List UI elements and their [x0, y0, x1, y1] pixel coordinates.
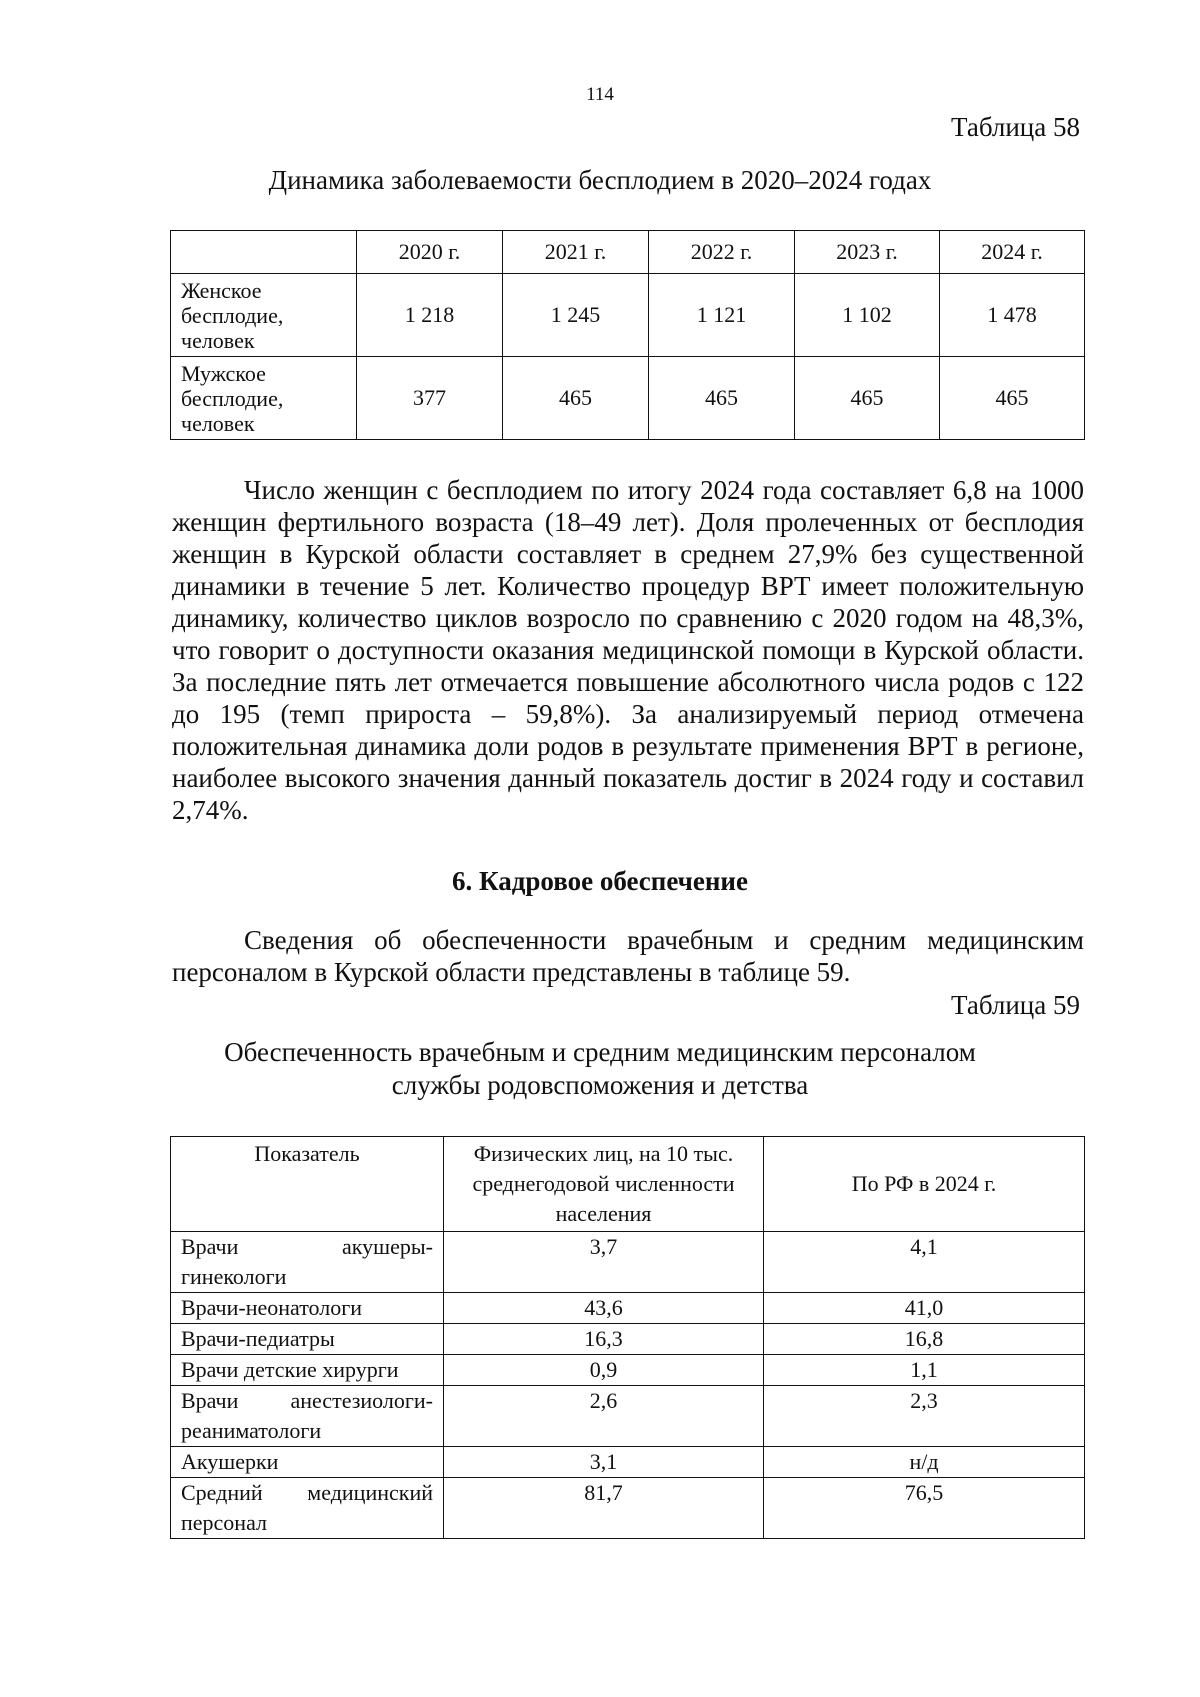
table-58-cell: 1 121 [649, 274, 795, 357]
row-rf-value: н/д [764, 1447, 1085, 1478]
row-label-line: Мужское [181, 360, 266, 386]
row-label-line: бесплодие, [181, 385, 284, 411]
row-label-line: бесплодие, [181, 302, 284, 328]
row-value: 2,6 [444, 1386, 764, 1447]
table-58-corner-cell [171, 231, 357, 274]
page-number: 114 [586, 84, 614, 105]
row-value: 0,9 [444, 1355, 764, 1386]
row-name: Врачи анестезиологи-реаниматологи [171, 1386, 444, 1447]
row-rf-value: 41,0 [764, 1293, 1085, 1324]
caption-line: Обеспеченность врачебным и средним медицинским персоналом [224, 1037, 976, 1067]
row-value: 43,6 [444, 1293, 764, 1324]
row-name: Врачи-неонатологи [171, 1293, 444, 1324]
row-name: Врачи акушеры-гинекологи [171, 1232, 444, 1293]
table-58-column-header: 2023 г. [795, 231, 940, 274]
table-row [171, 1355, 1085, 1386]
table-59-label: Таблица 59 [951, 990, 1080, 1020]
table-58-caption: Динамика заболеваемости бесплодием в 2020–2024 годах [268, 165, 932, 195]
row-label-line: человек [181, 327, 255, 353]
table-58-row-female [171, 274, 1085, 357]
row-name: Акушерки [171, 1447, 444, 1478]
row-value: 81,7 [444, 1478, 764, 1539]
row-rf-value: 76,5 [764, 1478, 1085, 1539]
table-58-cell: 1 245 [503, 274, 649, 357]
row-name: Врачи-педиатры [171, 1324, 444, 1355]
table-58 [170, 230, 1085, 440]
row-label-line: человек [181, 410, 255, 436]
row-rf-value: 2,3 [764, 1386, 1085, 1447]
table-row [171, 1386, 1085, 1447]
table-59-caption [120, 1036, 1080, 1102]
column-header-per-10k [444, 1137, 764, 1232]
table-58-row-label [171, 357, 357, 440]
body-paragraph: Число женщин с бесплодием по итогу 2024 года составляет 6,8 на 1000 женщин фертильного возраста (18–49 лет). Доля пролеченных от бесплодия женщин в Курской области составляет в среднем 27,9% без существенной динамики в течение 5 лет. Количество процедур ВРТ имеет положительную динамику, количество циклов возросло по сравнению с 2020 годом на 48,3%, что говорит о доступности оказания медицинской помощи в Курской области. За последние пять лет отмечается повышение абсолютного числа родов с 122 до 195 (темп прироста – 59,8%). За анализируемый период отмечена положительная динамика доли родов в результате применения ВРТ в регионе, наиболее высокого значения данный показатель достиг в 2024 году и составил 2,74%. [172, 475, 1084, 825]
table-row [171, 1293, 1085, 1324]
row-rf-value: 16,8 [764, 1324, 1085, 1355]
intro-paragraph: Сведения об обеспеченности врачебным и средним медицинским персоналом в Курской области представлены в таблице 59. [172, 925, 1084, 987]
table-58-row-male [171, 357, 1085, 440]
table-58-column-header: 2022 г. [649, 231, 795, 274]
table-58-column-header: 2020 г. [357, 231, 503, 274]
header-line: среднегодовой численности [472, 1171, 735, 1196]
header-line: населения [555, 1201, 652, 1226]
table-58-cell: 465 [940, 357, 1085, 440]
row-value: 3,1 [444, 1447, 764, 1478]
table-58-cell: 465 [795, 357, 940, 440]
table-58-label: Таблица 58 [951, 112, 1080, 142]
column-header-rf-2024: По РФ в 2024 г. [764, 1137, 1085, 1232]
row-label-line: Женское [181, 277, 262, 303]
table-row [171, 1478, 1085, 1539]
table-59 [170, 1136, 1085, 1539]
table-58-header-row [171, 231, 1085, 274]
table-58-cell: 1 218 [357, 274, 503, 357]
table-row [171, 1447, 1085, 1478]
table-row [171, 1324, 1085, 1355]
table-58-cell: 465 [503, 357, 649, 440]
row-rf-value: 4,1 [764, 1232, 1085, 1293]
table-row [171, 1232, 1085, 1293]
section-heading: 6. Кадровое обеспечение [452, 866, 748, 896]
row-rf-value: 1,1 [764, 1355, 1085, 1386]
table-58-row-label [171, 274, 357, 357]
header-line: Физических лиц, на 10 тыс. [473, 1141, 734, 1166]
caption-line: службы родовспоможения и детства [391, 1070, 809, 1100]
table-58-column-header: 2021 г. [503, 231, 649, 274]
table-58-cell: 377 [357, 357, 503, 440]
row-value: 16,3 [444, 1324, 764, 1355]
row-name: Средний медицинский персонал [171, 1478, 444, 1539]
table-59-header-row [171, 1137, 1085, 1232]
table-58-column-header: 2024 г. [940, 231, 1085, 274]
row-name: Врачи детские хирурги [171, 1355, 444, 1386]
column-header-indicator: Показатель [171, 1137, 444, 1232]
table-58-cell: 1 102 [795, 274, 940, 357]
table-58-cell: 465 [649, 357, 795, 440]
row-value: 3,7 [444, 1232, 764, 1293]
table-58-cell: 1 478 [940, 274, 1085, 357]
